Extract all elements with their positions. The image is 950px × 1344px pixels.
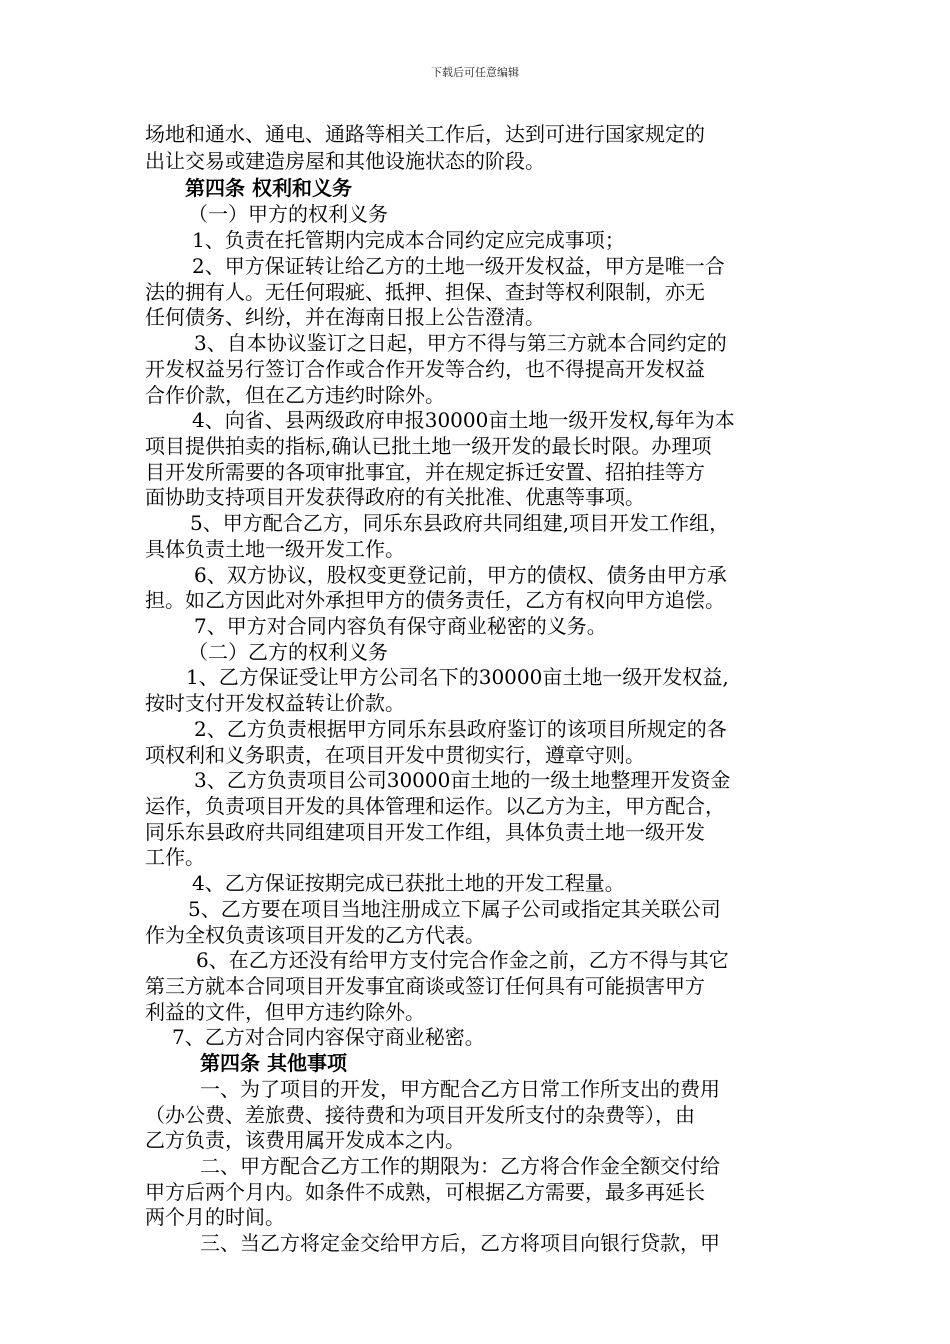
text-line: 第三方就本合同项目开发事宜商谈或签订任何具有可能损害甲方	[145, 974, 705, 998]
text-line: 面协助支持项目开发获得政府的有关批准、优惠等事项。	[145, 485, 645, 509]
text-line: 一、为了项目的开发，甲方配合乙方日常工作所支出的费用	[200, 1077, 720, 1101]
text-line: 项目提供拍卖的指标,确认已批土地一级开发的最长时限。办理项	[145, 434, 712, 458]
text-line: 三、当乙方将定金交给甲方后，乙方将项目向银行贷款，甲	[200, 1231, 720, 1255]
text-line: 工作。	[145, 845, 205, 869]
text-line: 同乐东县政府共同组建项目开发工作组，具体负责土地一级开发	[145, 820, 705, 844]
text-line: 法的拥有人。无任何瑕疵、抵押、担保、查封等权利限制，亦无	[145, 280, 705, 304]
text-line: 乙方负责，该费用属开发成本之内。	[145, 1128, 465, 1152]
subsection-heading: （一）甲方的权利义务	[188, 202, 388, 226]
text-line: 运作，负责项目开发的具体管理和运作。以乙方为主，甲方配合，	[145, 794, 725, 818]
text-line: 7、甲方对合同内容负有保守商业秘密的义务。	[194, 614, 607, 638]
text-line: 两个月的时间。	[145, 1205, 285, 1229]
text-line: 6、在乙方还没有给甲方支付完合作金之前，乙方不得与其它	[196, 948, 729, 972]
text-line: 4、向省、县两级政府申报30000亩土地一级开发权,每年为本	[192, 408, 735, 432]
text-line: 项权利和义务职责，在项目开发中贯彻实行，遵章守则。	[145, 743, 645, 767]
text-line: 作为全权负责该项目开发的乙方代表。	[145, 923, 485, 947]
text-line: 按时支付开发权益转让价款。	[145, 691, 405, 715]
text-line: 3、自本协议鉴订之日起，甲方不得与第三方就本合同约定的	[194, 331, 727, 355]
text-line: （办公费、差旅费、接待费和为项目开发所支付的杂费等），由	[145, 1103, 695, 1127]
text-line: 4、乙方保证按期完成已获批土地的开发工程量。	[192, 871, 625, 895]
section-heading: 第四条 其他事项	[200, 1051, 347, 1075]
text-line: 担。如乙方因此对外承担甲方的债务责任，乙方有权向甲方追偿。	[145, 588, 725, 612]
text-line: 利益的文件，但甲方违约除外。	[145, 1000, 425, 1024]
subsection-heading: （二）乙方的权利义务	[188, 640, 388, 664]
section-heading: 第四条 权利和义务	[185, 176, 352, 200]
text-line: 合作价款，但在乙方违约时除外。	[145, 383, 445, 407]
text-line: 5、甲方配合乙方，同乐东县政府共同组建,项目开发工作组，	[190, 511, 730, 535]
text-line: 2、甲方保证转让给乙方的土地一级开发权益，甲方是唯一合	[192, 254, 725, 278]
text-line: 任何债务、纠纷，并在海南日报上公告澄清。	[145, 305, 545, 329]
text-line: 开发权益另行签订合作或合作开发等合约，也不得提高开发权益	[145, 357, 705, 381]
text-line: 1、乙方保证受让甲方公司名下的30000亩土地一级开发权益,	[186, 665, 729, 689]
text-line: 甲方后两个月内。如条件不成熟，可根据乙方需要，最多再延长	[145, 1180, 705, 1204]
text-line: 7、乙方对合同内容保守商业秘密。	[172, 1025, 485, 1049]
text-line: 目开发所需要的各项审批事宜，并在规定拆迁安置、招拍挂等方	[145, 460, 705, 484]
text-line: 出让交易或建造房屋和其他设施状态的阶段。	[145, 149, 545, 173]
page-header: 下载后可任意编辑	[431, 66, 519, 79]
text-line: 具体负责土地一级开发工作。	[145, 537, 405, 561]
text-line: 5、乙方要在项目当地注册成立下属子公司或指定其关联公司	[188, 897, 721, 921]
text-line: 2、乙方负责根据甲方同乐东县政府鉴订的该项目所规定的各	[194, 717, 727, 741]
text-line: 3、乙方负责项目公司30000亩土地的一级土地整理开发资金	[194, 768, 731, 792]
text-line: 二、甲方配合乙方工作的期限为：乙方将合作金全额交付给	[200, 1154, 720, 1178]
text-line: 6、双方协议，股权变更登记前，甲方的债权、债务由甲方承	[194, 563, 727, 587]
text-line: 场地和通水、通电、通路等相关工作后，达到可进行国家规定的	[145, 122, 705, 146]
text-line: 1、负责在托管期内完成本合同约定应完成事项；	[192, 228, 625, 252]
